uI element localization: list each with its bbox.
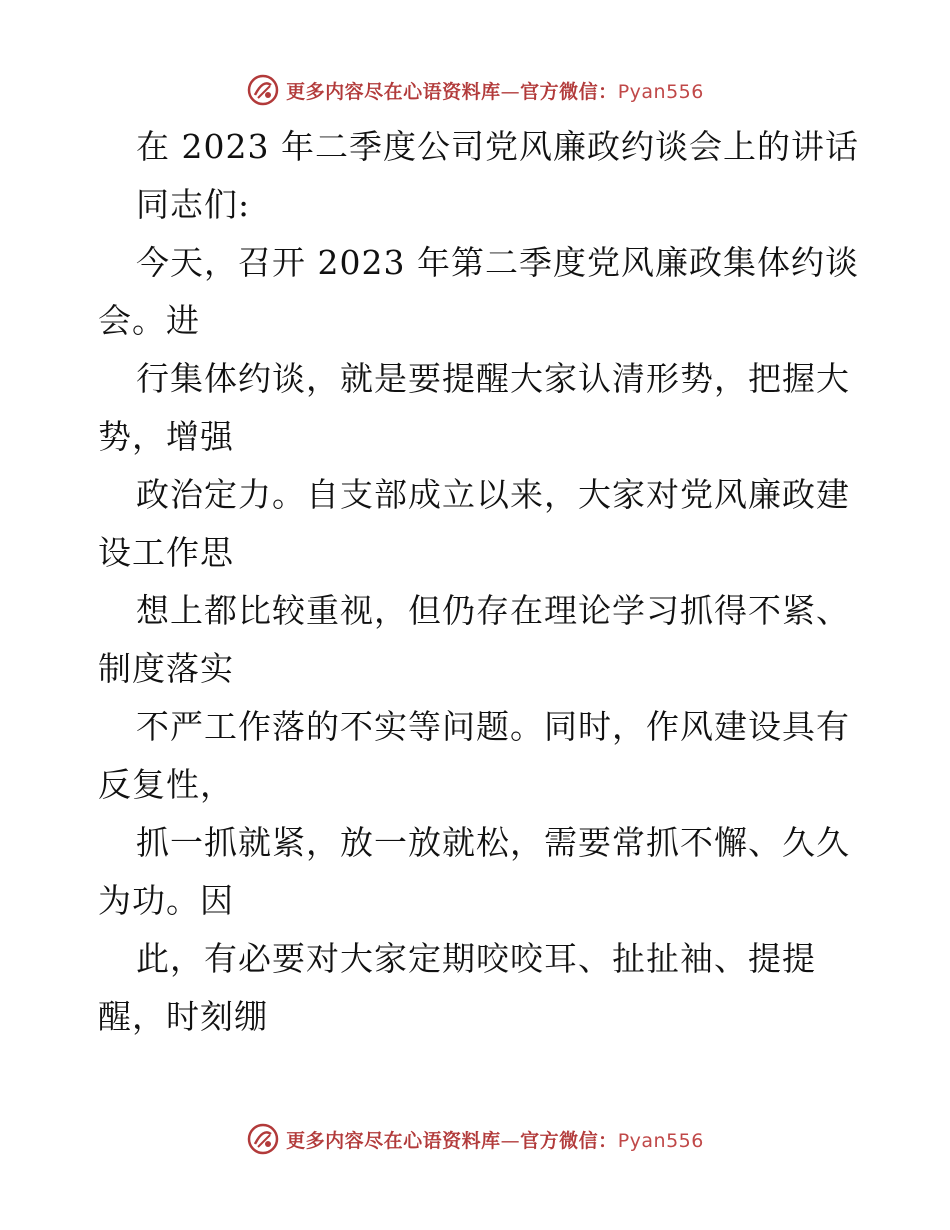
paragraph-line: 制度落实 — [98, 649, 234, 688]
paragraph-line: 设工作思 — [98, 533, 234, 572]
paragraph-line: 为功。因 — [98, 881, 234, 920]
paragraph-line: 行集体约谈，就是要提醒大家认清形势，把握大 — [136, 359, 850, 398]
banner-text — [286, 1126, 704, 1153]
brand-logo-icon — [246, 1122, 280, 1156]
document-body — [98, 118, 858, 1046]
banner-title: 更多内容尽在心语资料库 — [286, 1129, 501, 1152]
header-banner — [0, 70, 950, 110]
paragraph-line: 抓一抓就紧，放一放就松，需要常抓不懈、久久 — [136, 823, 850, 862]
banner-handle: Pyan556 — [617, 80, 704, 103]
banner-handle: Pyan556 — [617, 1129, 704, 1152]
banner-dash: — — [500, 80, 521, 103]
paragraph-line: 在 2023 年二季度公司党风廉政约谈会上的讲话 — [136, 127, 859, 166]
paragraph-line: 醒，时刻绷 — [98, 997, 268, 1036]
paragraph-line: 此，有必要对大家定期咬咬耳、扯扯袖、提提 — [136, 939, 816, 978]
banner-text — [286, 77, 704, 104]
brand-logo-icon — [246, 73, 280, 107]
paragraph-line: 政治定力。自支部成立以来，大家对党风廉政建 — [136, 475, 850, 514]
paragraph-line: 想上都比较重视，但仍存在理论学习抓得不紧、 — [136, 591, 850, 630]
footer-banner — [0, 1119, 950, 1159]
banner-dash: — — [500, 1129, 521, 1152]
banner-official: 官方微信： — [520, 1129, 618, 1152]
banner-official: 官方微信： — [520, 80, 618, 103]
paragraph-line: 今天，召开 2023 年第二季度党风廉政集体约谈 — [136, 243, 859, 282]
paragraph-line: 会。进 — [98, 301, 200, 340]
paragraph-line: 势，增强 — [98, 417, 234, 456]
paragraph-line: 不严工作落的不实等问题。同时，作风建设具有 — [136, 707, 850, 746]
banner-title: 更多内容尽在心语资料库 — [286, 80, 501, 103]
paragraph-line: 反复性， — [98, 765, 234, 804]
paragraph-line: 同志们: — [136, 185, 251, 224]
